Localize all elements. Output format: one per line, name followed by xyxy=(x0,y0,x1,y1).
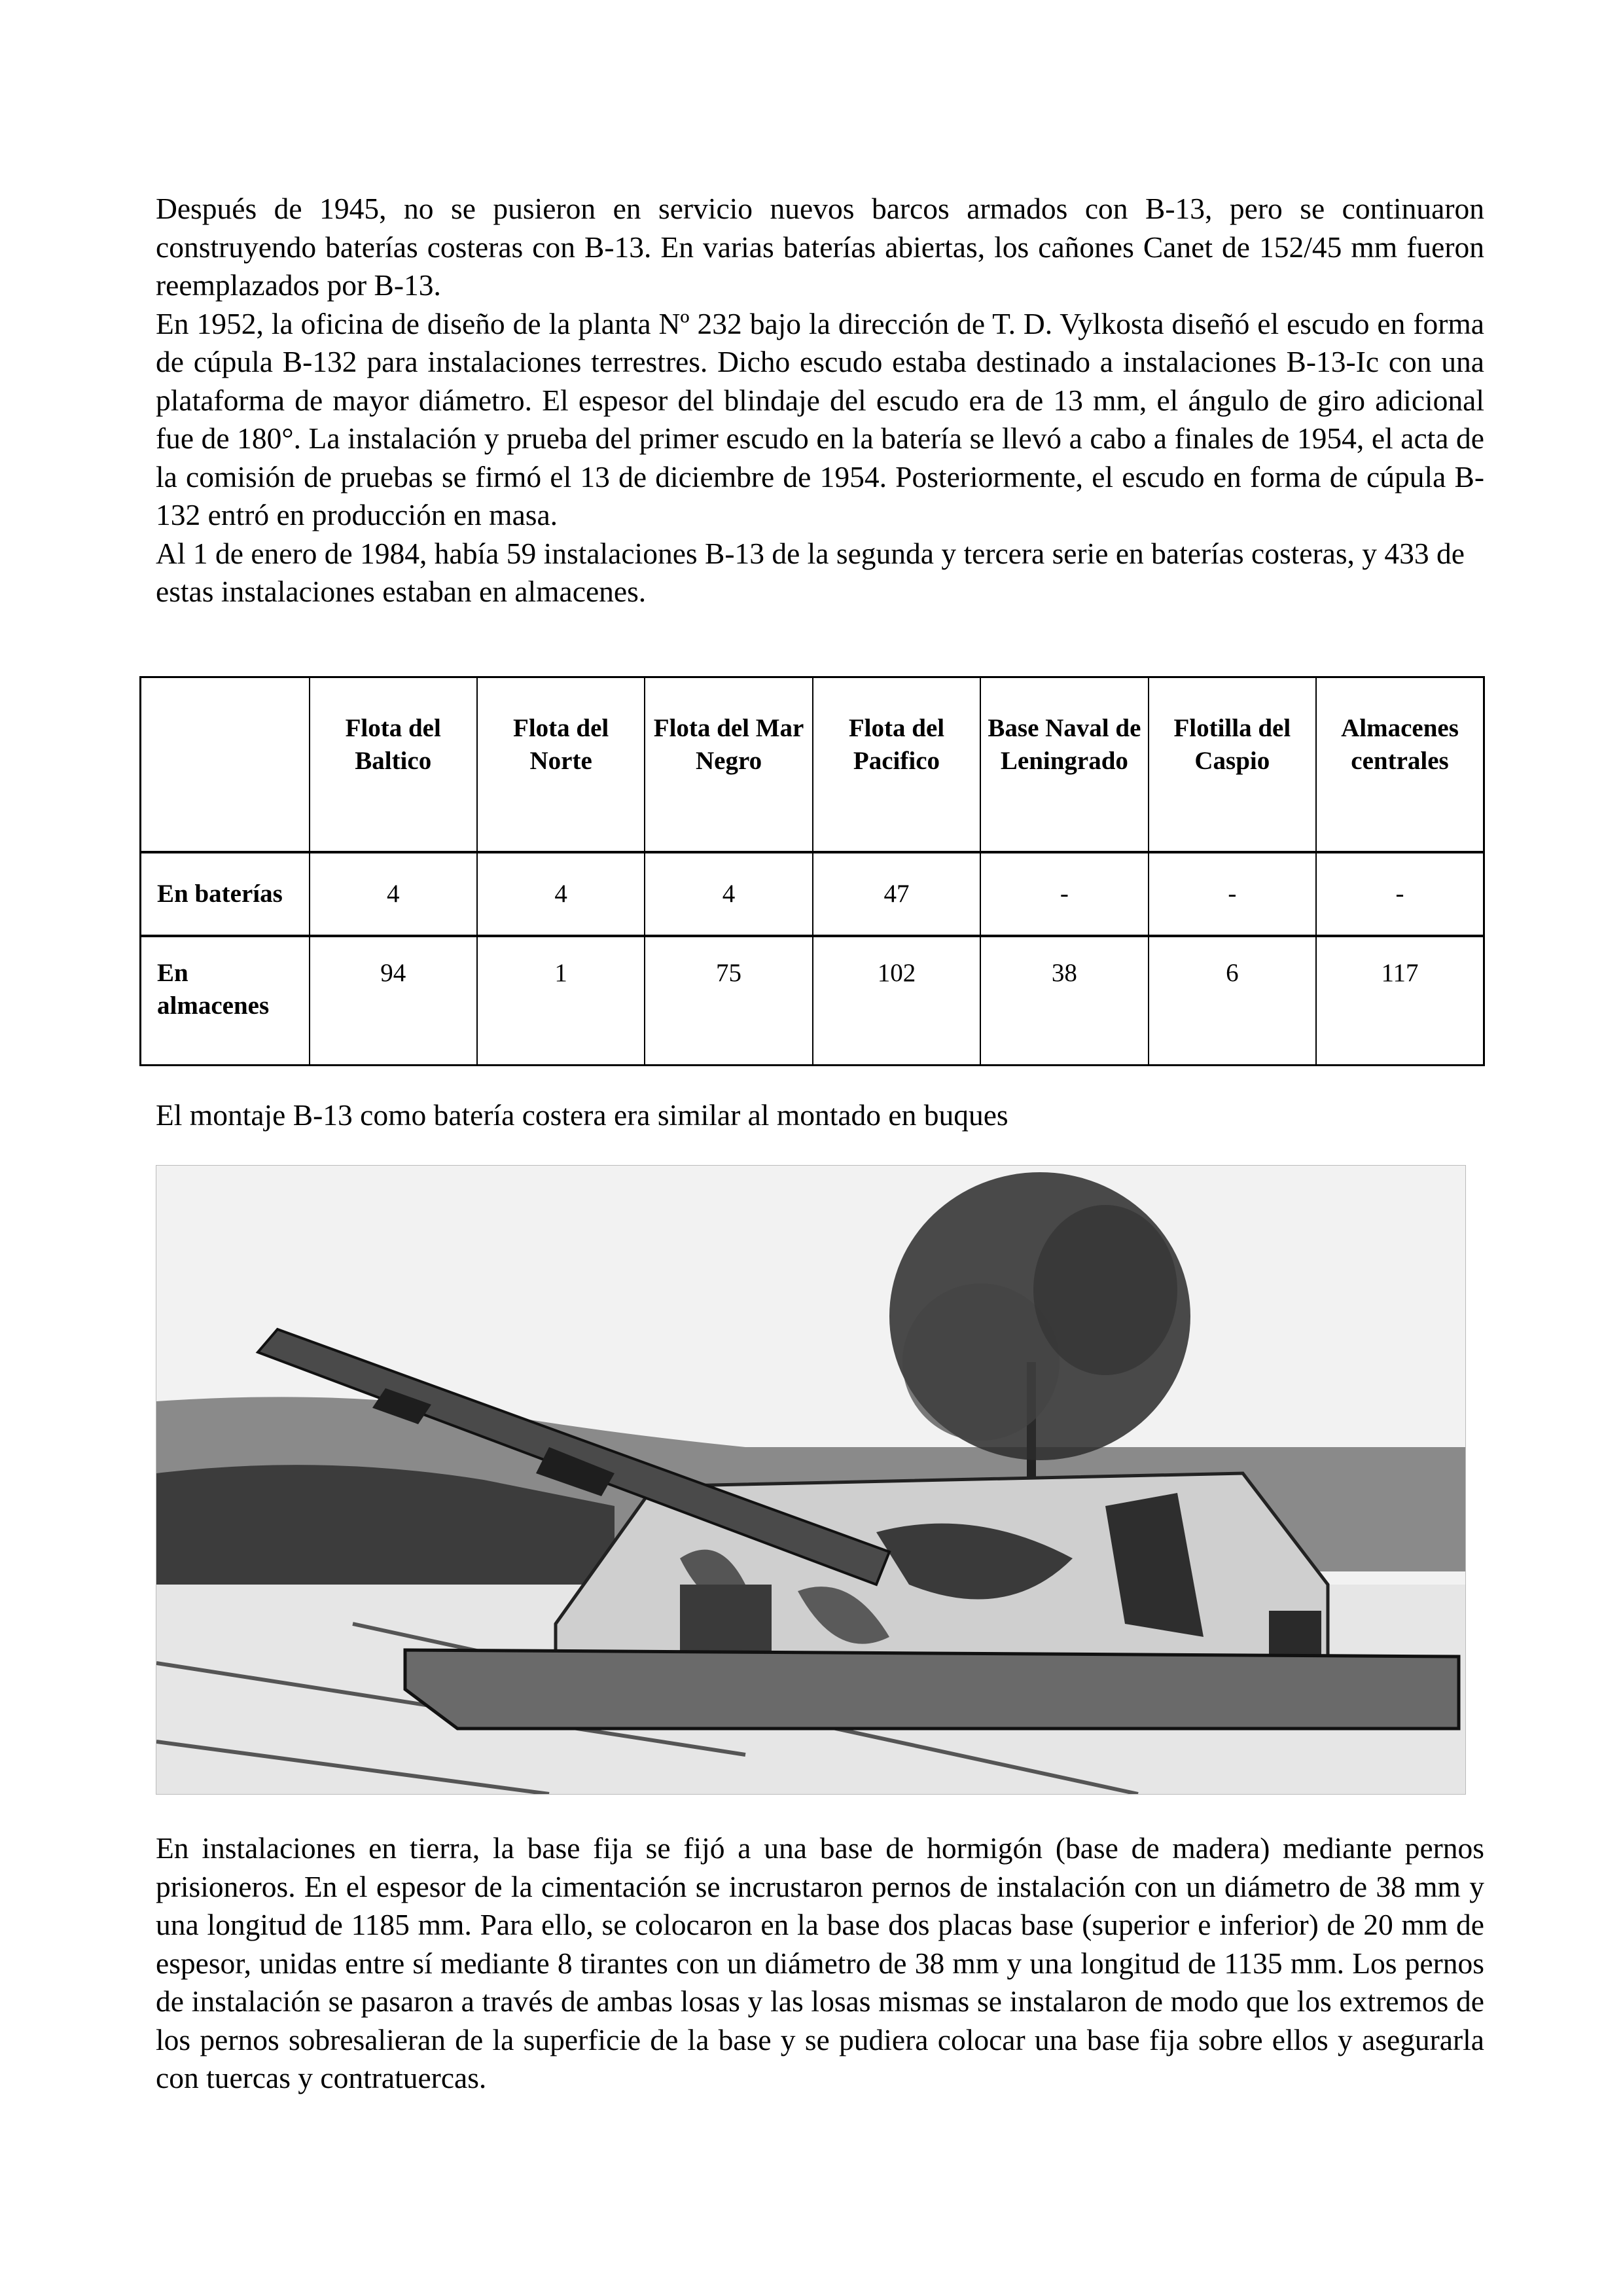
table-cell: 4 xyxy=(310,852,477,936)
table-row xyxy=(141,936,1484,1066)
table-header-leningrad: Base Naval de Leningrado xyxy=(980,677,1148,853)
foundation-text-block xyxy=(156,1829,1484,2098)
table-cell: 102 xyxy=(813,936,980,1066)
table-header-central: Almacenes centrales xyxy=(1316,677,1484,853)
paragraph-foundation: En instalaciones en tierra, la base fija se fijó a una base de hormigón (base de madera) mediante pernos prisioneros. En el espesor de la cimentación se incrustaron pernos de instalación con un diámetro de 38 mm y una longitud de 1185 mm. Para ello, se colocaron en la base dos placas base (superior e inferior) de 20 mm de espesor, unidas entre sí mediante 8 tirantes con un diámetro de 38 mm y una longitud de 1135 mm. Los pernos de instalación se pasaron a través de ambas losas y las losas mismas se instalaron de modo que los extremos de los pernos sobresalieran de la superficie de la base y se pudiera colocar una base fija sobre ellos y asegurarla con tuercas y contratuercas. xyxy=(156,1831,1484,2094)
table-header-pacific: Flota del Pacifico xyxy=(813,677,980,853)
intro-text-block xyxy=(156,190,1484,611)
paragraph-1984-count: Al 1 de enero de 1984, había 59 instalaciones B-13 de la segunda y tercera serie en baterías costeras, y 433 de estas instalaciones estaban en almacenes. xyxy=(156,536,1465,608)
photo-illustration xyxy=(156,1166,1465,1794)
table-header-baltic: Flota del Baltico xyxy=(310,677,477,853)
base-platform xyxy=(405,1650,1459,1729)
table-cell: 4 xyxy=(645,852,812,936)
paragraph-postwar: Después de 1945, no se pusieron en servicio nuevos barcos armados con B-13, pero se continuaron construyendo baterías costeras con B-13. En varias baterías abiertas, los cañones Canet de 152/45 mm fueron reemplazados por B-13. xyxy=(156,192,1484,302)
table-header-row xyxy=(141,677,1484,853)
table-cell: 94 xyxy=(310,936,477,1066)
table-header-empty xyxy=(141,677,310,853)
installations-table xyxy=(139,676,1485,1066)
table-cell: 47 xyxy=(813,852,980,936)
table-cell: - xyxy=(980,852,1148,936)
paragraph-b132-shield: En 1952, la oficina de diseño de la planta Nº 232 bajo la dirección de T. D. Vylkosta diseñó el escudo en forma de cúpula B-132 para instalaciones terrestres. Dicho escudo estaba destinado a instalaciones B-13-Ic con una plataforma de mayor diámetro. El espesor del blindaje del escudo era de 13 mm, el ángulo de giro adicional fue de 180°. La instalación y prueba del primer escudo en la batería se llevó a cabo a finales de 1954, el acta de la comisión de pruebas se firmó el 13 de diciembre de 1954. Posteriormente, el escudo en forma de cúpula B-132 entró en producción en masa. xyxy=(156,306,1484,531)
table-header-black-sea: Flota del Mar Negro xyxy=(645,677,812,853)
table-cell: - xyxy=(1149,852,1316,936)
table-cell: 4 xyxy=(477,852,645,936)
row-label: En baterías xyxy=(141,852,310,936)
table-cell: 38 xyxy=(980,936,1148,1066)
table-cell: 6 xyxy=(1149,936,1316,1066)
table-cell: 1 xyxy=(477,936,645,1066)
table-cell: 117 xyxy=(1316,936,1484,1066)
table-header-caspian: Flotilla del Caspio xyxy=(1149,677,1316,853)
table-header-north: Flota del Norte xyxy=(477,677,645,853)
table-row xyxy=(141,852,1484,936)
gun-mount-photo xyxy=(156,1165,1466,1795)
row-label: En almacenes xyxy=(141,936,310,1066)
table-cell: 75 xyxy=(645,936,812,1066)
table-cell: - xyxy=(1316,852,1484,936)
caption-block xyxy=(156,1096,1484,1135)
photo-caption: El montaje B-13 como batería costera era similar al montado en buques xyxy=(156,1098,1008,1132)
